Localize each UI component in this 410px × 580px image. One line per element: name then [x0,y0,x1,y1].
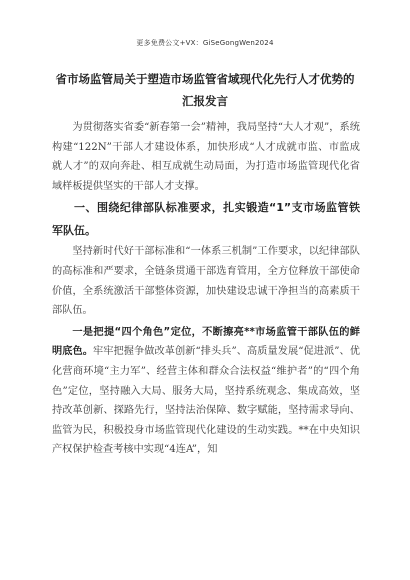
intro-paragraph: 为贯彻落实省委“新春第一会”精神，我局坚持“大人才观”，系统构建“122N”干部人才建设体系，加快形成“人才成就市监、市监成就人才”的双向奔赴、相互成就生动局面，为打造市场监管现代化省域样板提供坚实的干部人才支撑。 [52,122,360,192]
section-paragraph: 坚持新时代好干部标准和“一体系三机制”工作要求，以纪律部队的高标准和严要求，全链条贯通干部选育管用，全方位释放干部使命价值，全系统激活干部整体资源，加快建设忠诚干净担当的高素质干部队伍。 [52,246,360,317]
section-heading: 一、围绕纪律部队标准要求，扎实锻造“1”支市场监管铁军队伍。 [52,201,360,238]
subsection-paragraph [52,323,360,460]
document-body [52,118,360,460]
subsection-text: 牢牢把握争做改革创新“排头兵”、高质量发展“促进派”、优化营商环境“主力军”、经营主体和群众合法权益“维护者”的“四个角色”定位，坚持融入大局、服务大局，坚持系统观念、集成高效，坚持改革创新、探路先行，坚持法治保障、数字赋能，坚持需求导向、监管为民，积极投身市场监管现代化建设的生动实践。**在中央知识产权保护检查考核中实现“4连A”，知 [52,346,360,456]
document-title: 省市场监管局关于塑造市场监管省域现代化先行人才优势的汇报发言 [55,72,355,108]
header-note: 更多免费公文+VX：GiSeGongWen2024 [136,39,274,47]
subsection-lead: 一是把提“四个角色”定位，不断擦亮**市场监管干部队伍的鲜明底色。 [52,326,360,358]
